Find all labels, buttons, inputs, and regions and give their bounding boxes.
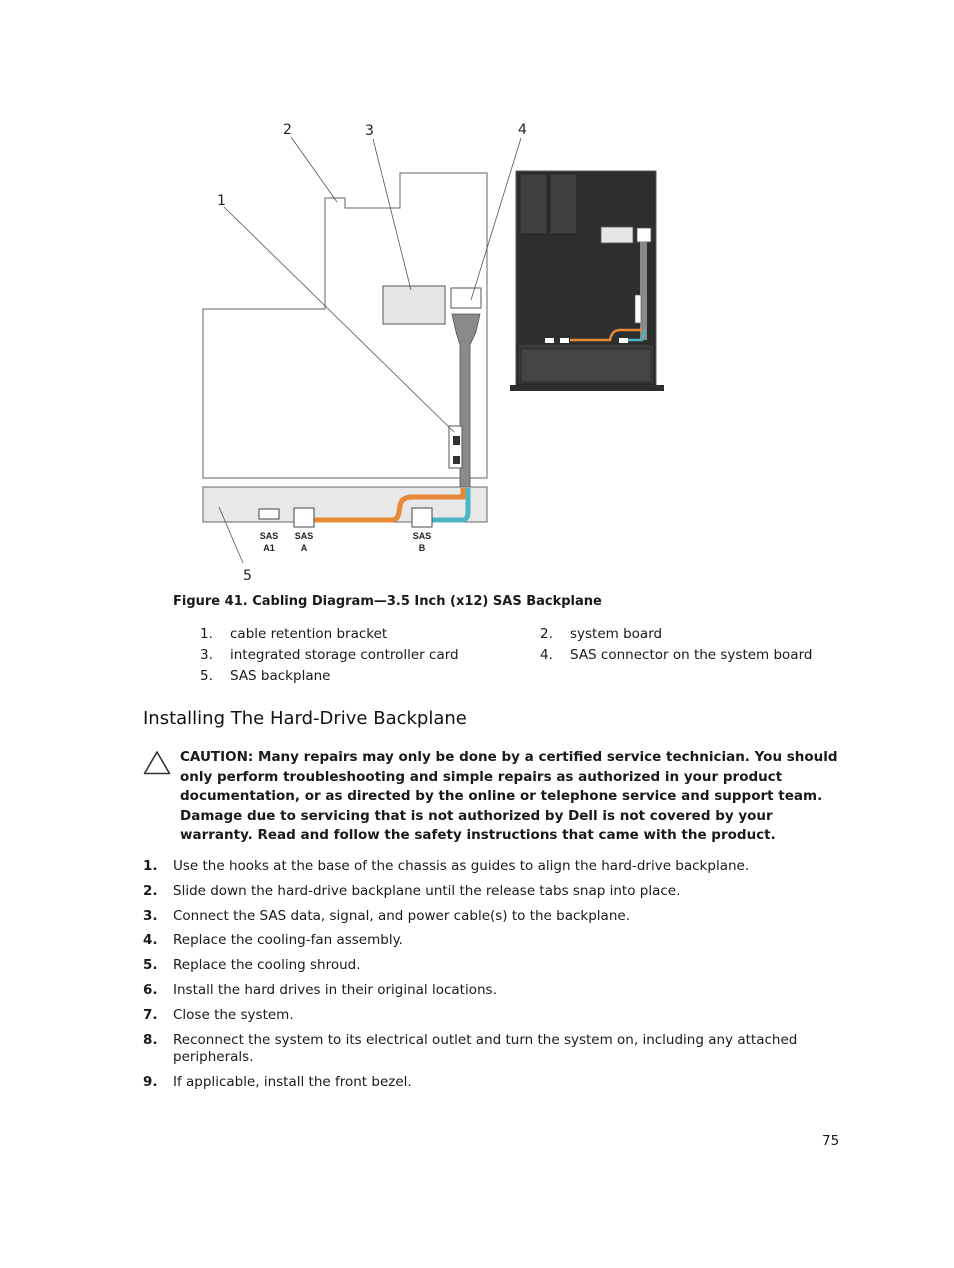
bracket-tab bbox=[453, 436, 460, 445]
legend-number: 3. bbox=[200, 647, 213, 663]
sas-a1-label-1: SAS bbox=[259, 531, 279, 541]
step-number: 9. bbox=[143, 1074, 158, 1090]
cabling-diagram bbox=[195, 115, 675, 585]
legend-row bbox=[200, 668, 840, 689]
step-number: 8. bbox=[143, 1032, 158, 1048]
sas-b-connector bbox=[412, 508, 432, 527]
sas-a-connector bbox=[294, 508, 314, 527]
callout-5: 5 bbox=[243, 568, 252, 584]
page-number: 75 bbox=[822, 1133, 840, 1149]
legend-number: 4. bbox=[540, 647, 553, 663]
chassis-connector bbox=[619, 338, 628, 343]
sas-a-label-2: A bbox=[300, 543, 308, 553]
chassis-psu bbox=[550, 174, 577, 234]
chassis-connector bbox=[637, 228, 651, 242]
step-text: Replace the cooling shroud. bbox=[173, 957, 361, 973]
step-text: If applicable, install the front bezel. bbox=[173, 1074, 412, 1090]
callout-2: 2 bbox=[283, 122, 292, 138]
step-text: Replace the cooling-fan assembly. bbox=[173, 932, 403, 948]
legend-text: SAS connector on the system board bbox=[570, 647, 813, 663]
legend-number: 5. bbox=[200, 668, 213, 684]
step-number: 2. bbox=[143, 883, 158, 899]
section-title: Installing The Hard-Drive Backplane bbox=[143, 708, 467, 729]
legend-number: 2. bbox=[540, 626, 553, 642]
step-number: 6. bbox=[143, 982, 158, 998]
figure-legend bbox=[200, 626, 840, 689]
sas-connector-system-board bbox=[451, 288, 481, 308]
step-text: Connect the SAS data, signal, and power cable(s) to the backplane. bbox=[173, 908, 630, 924]
leader-line-2 bbox=[291, 137, 337, 202]
legend-row bbox=[200, 626, 840, 647]
sas-a-label-1: SAS bbox=[294, 531, 314, 541]
step-text: Slide down the hard-drive backplane until the release tabs snap into place. bbox=[173, 883, 681, 899]
sas-a1-connector bbox=[259, 509, 279, 519]
figure-caption: Figure 41. Cabling Diagram—3.5 Inch (x12) SAS Backplane bbox=[173, 594, 602, 609]
step-number: 5. bbox=[143, 957, 158, 973]
step-number: 4. bbox=[143, 932, 158, 948]
chassis-connector bbox=[560, 338, 569, 343]
legend-text: system board bbox=[570, 626, 663, 642]
step-number: 1. bbox=[143, 858, 158, 874]
callout-3: 3 bbox=[365, 123, 374, 139]
chassis-backplane-inner bbox=[521, 349, 651, 382]
sas-b-label-2: B bbox=[418, 543, 426, 553]
chassis-base bbox=[510, 385, 664, 391]
storage-controller-card bbox=[383, 286, 445, 324]
step-number: 3. bbox=[143, 908, 158, 924]
legend-text: cable retention bracket bbox=[230, 626, 388, 642]
step-number: 7. bbox=[143, 1007, 158, 1023]
bracket-tab bbox=[453, 456, 460, 464]
chassis-psu bbox=[520, 174, 547, 234]
legend-row bbox=[200, 647, 840, 668]
chassis-controller bbox=[601, 227, 633, 243]
sas-backplane bbox=[203, 487, 487, 522]
warning-triangle-icon bbox=[143, 750, 171, 775]
step-text: Reconnect the system to its electrical outlet and turn the system on, including any attached peripherals. bbox=[173, 1032, 798, 1065]
chassis-bracket bbox=[635, 295, 641, 323]
step-text: Install the hard drives in their original locations. bbox=[173, 982, 497, 998]
step-text: Close the system. bbox=[173, 1007, 294, 1023]
legend-text: SAS backplane bbox=[230, 668, 331, 684]
legend-text: integrated storage controller card bbox=[230, 647, 459, 663]
callout-4: 4 bbox=[518, 122, 527, 138]
sas-b-label-1: SAS bbox=[412, 531, 432, 541]
step-text: Use the hooks at the base of the chassis as guides to align the hard-drive backplane. bbox=[173, 858, 750, 874]
callout-1: 1 bbox=[217, 193, 226, 209]
legend-number: 1. bbox=[200, 626, 213, 642]
chassis-connector bbox=[545, 338, 554, 343]
caution-text: CAUTION: Many repairs may only be done by a certified service technician. You should only perform troubleshooting and simple repairs as authorized in your product documentation, or as directed by the online or telephone service and support team. Damage due to servicing that is not authorized by Dell is not covered by your warranty. Read and follow the safety instructions that came with the product. bbox=[180, 749, 838, 843]
chassis-cable bbox=[640, 242, 647, 340]
sas-a1-label-2: A1 bbox=[263, 543, 275, 553]
